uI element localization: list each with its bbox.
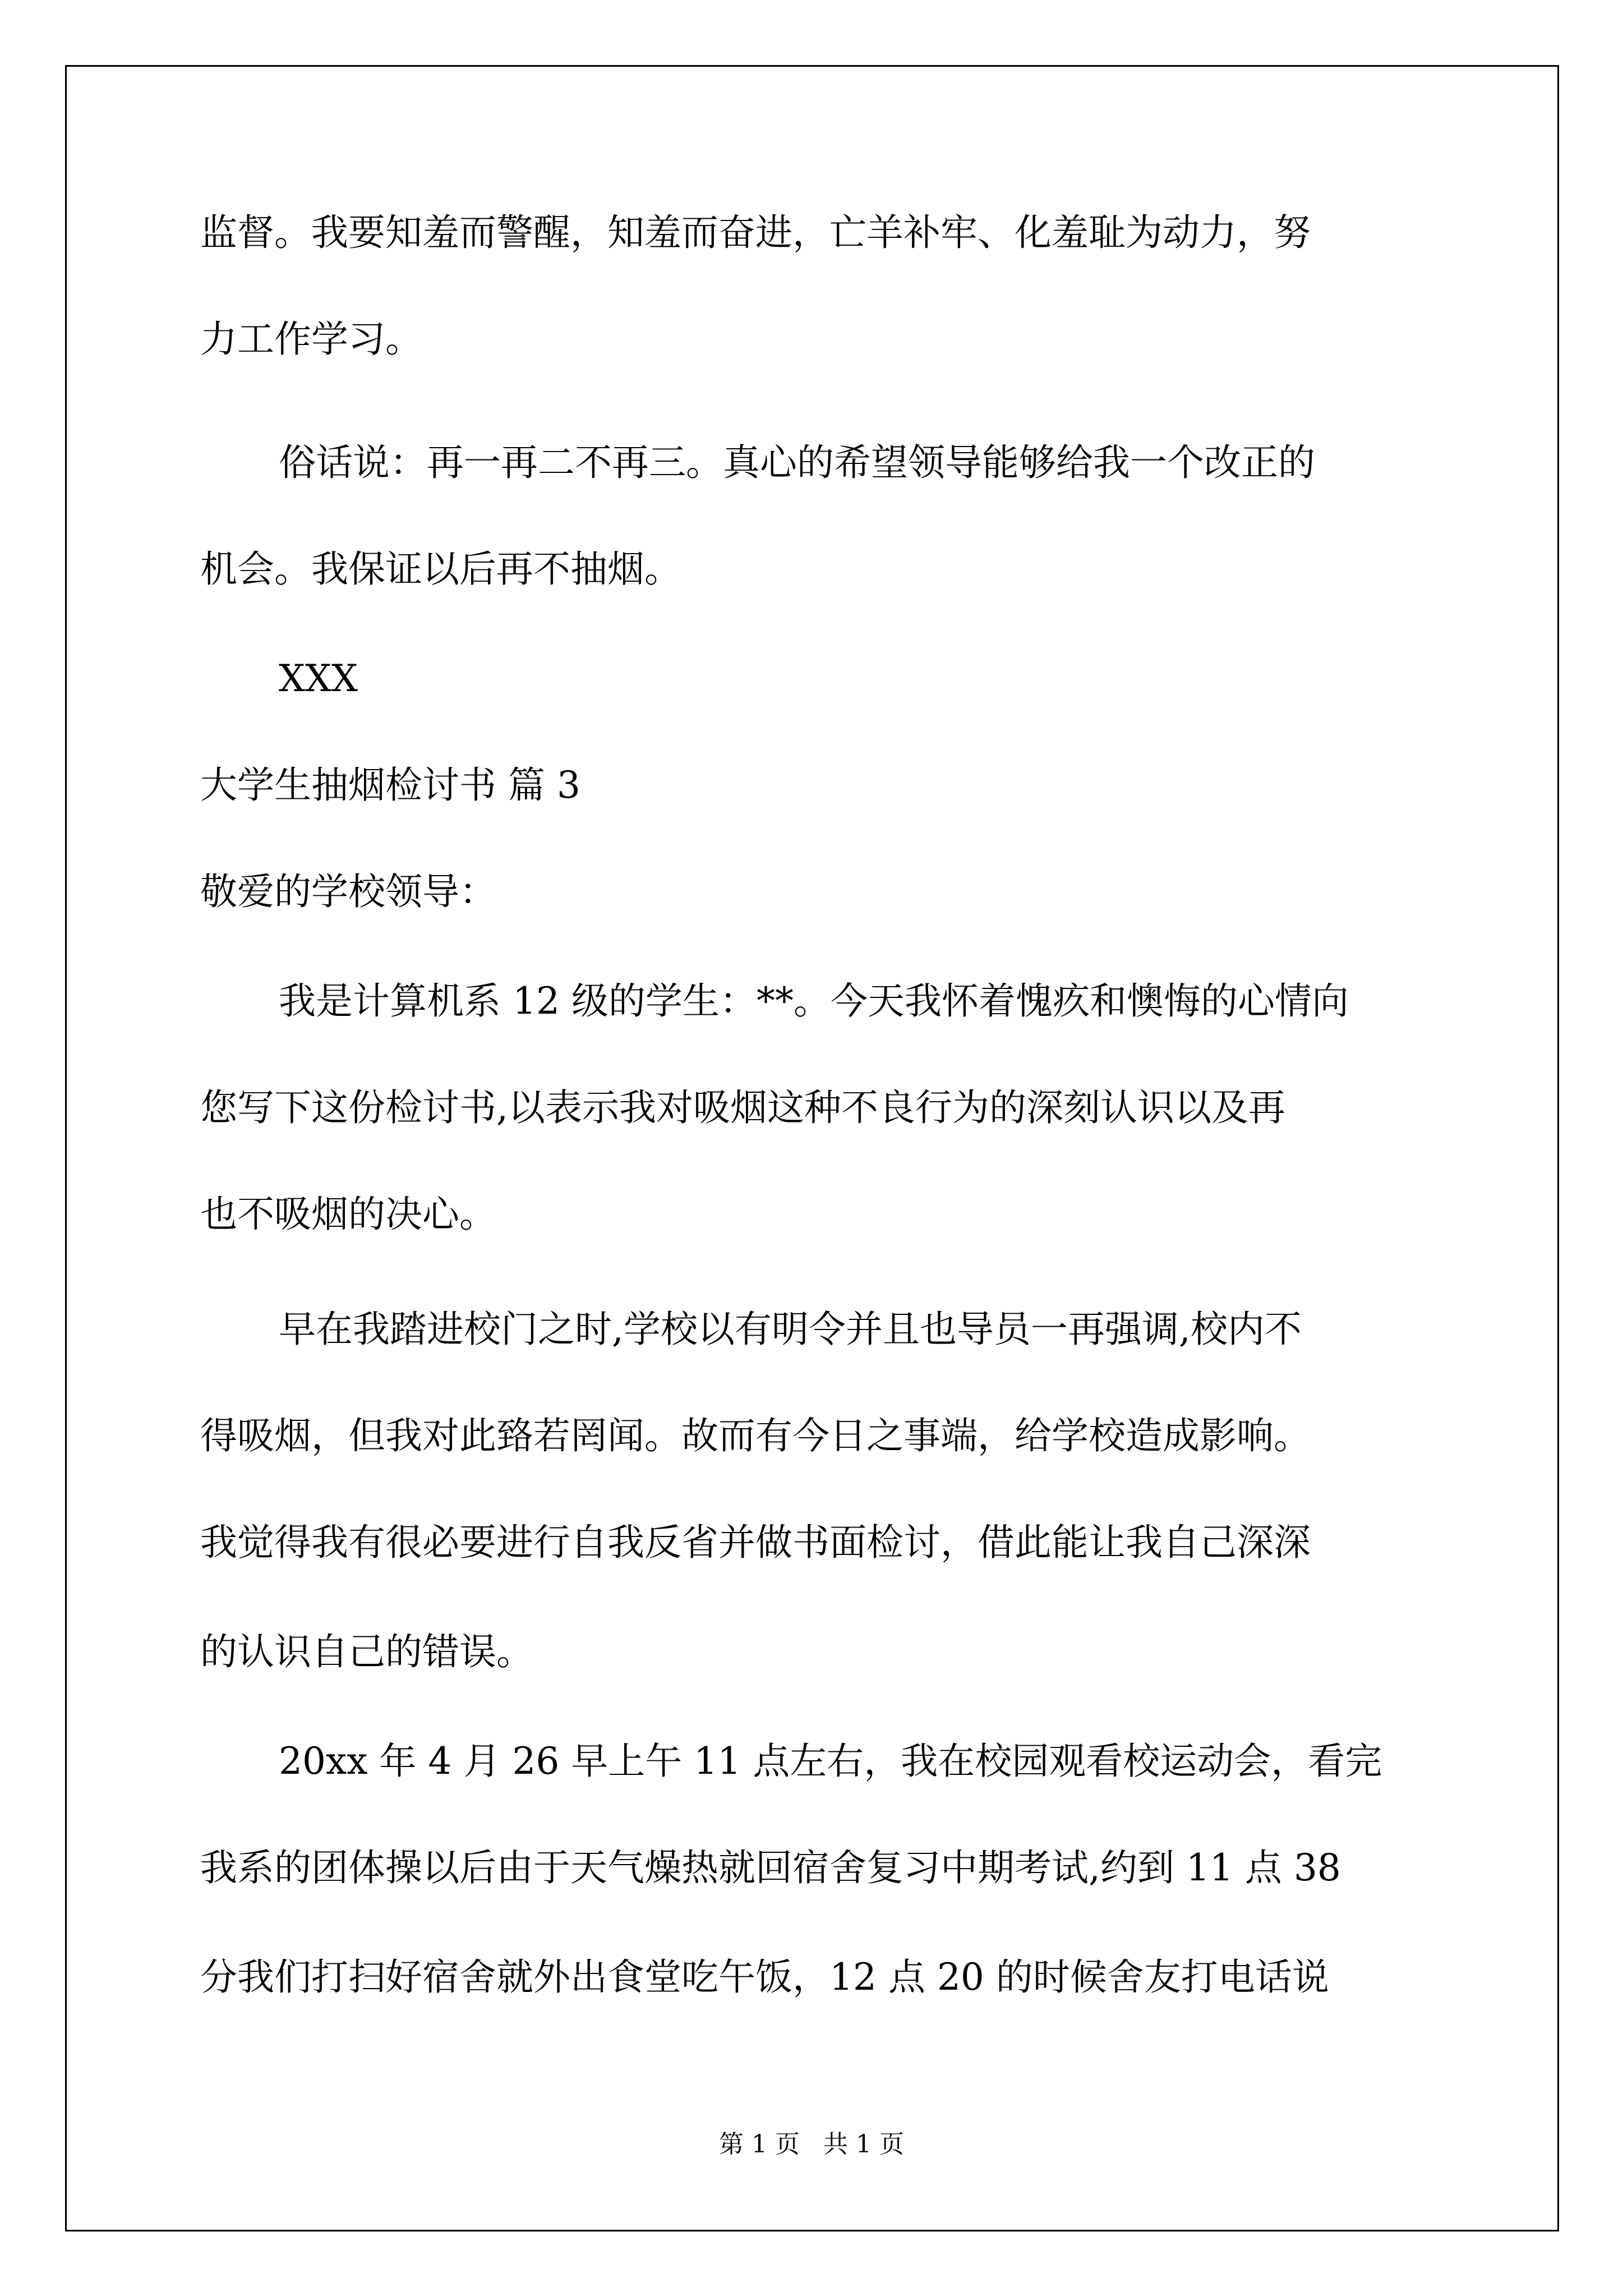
paragraph-line: 分我们打扫好宿舍就外出食堂吃午饭，12 点 20 的时候舍友打电话说 xyxy=(200,1955,1329,1999)
paragraph-line: 早在我踏进校门之时,学校以有明令并且也导员一再强调,校内不 xyxy=(279,1308,1302,1351)
paragraph-line: 俗话说：再一再二不再三。真心的希望领导能够给我一个改正的 xyxy=(279,441,1315,484)
page-footer: 第 1 页 共 1 页 xyxy=(719,2130,904,2159)
paragraph-line: 我是计算机系 12 级的学生：**。今天我怀着愧疚和懊悔的心情向 xyxy=(279,979,1349,1023)
paragraph-line: 我觉得我有很必要进行自我反省并做书面检讨，借此能让我自己深深 xyxy=(200,1521,1311,1564)
section-heading: 大学生抽烟检讨书 篇 3 xyxy=(200,763,580,807)
page-border xyxy=(65,65,1559,2231)
paragraph-line: 机会。我保证以后再不抽烟。 xyxy=(200,547,681,591)
paragraph-line: 您写下这份检讨书,以表示我对吸烟这种不良行为的深刻认识以及再 xyxy=(200,1086,1285,1129)
signature-text: XXX xyxy=(279,657,358,700)
paragraph-line: 力工作学习。 xyxy=(200,318,422,361)
salutation: 敬爱的学校领导： xyxy=(200,870,496,913)
paragraph-line: 监督。我要知羞而警醒，知羞而奋进，亡羊补牢、化羞耻为动力，努 xyxy=(200,211,1311,254)
paragraph-line: 的认识自己的错误。 xyxy=(200,1630,533,1673)
paragraph-line: 得吸烟，但我对此臵若罔闻。故而有今日之事端，给学校造成影响。 xyxy=(200,1414,1311,1457)
paragraph-line: 20xx 年 4 月 26 早上午 11 点左右，我在校园观看校运动会，看完 xyxy=(279,1740,1382,1783)
paragraph-line: 我系的团体操以后由于天气燥热就回宿舍复习中期考试,约到 11 点 38 xyxy=(200,1846,1341,1889)
paragraph-line: 也不吸烟的决心。 xyxy=(200,1193,496,1236)
